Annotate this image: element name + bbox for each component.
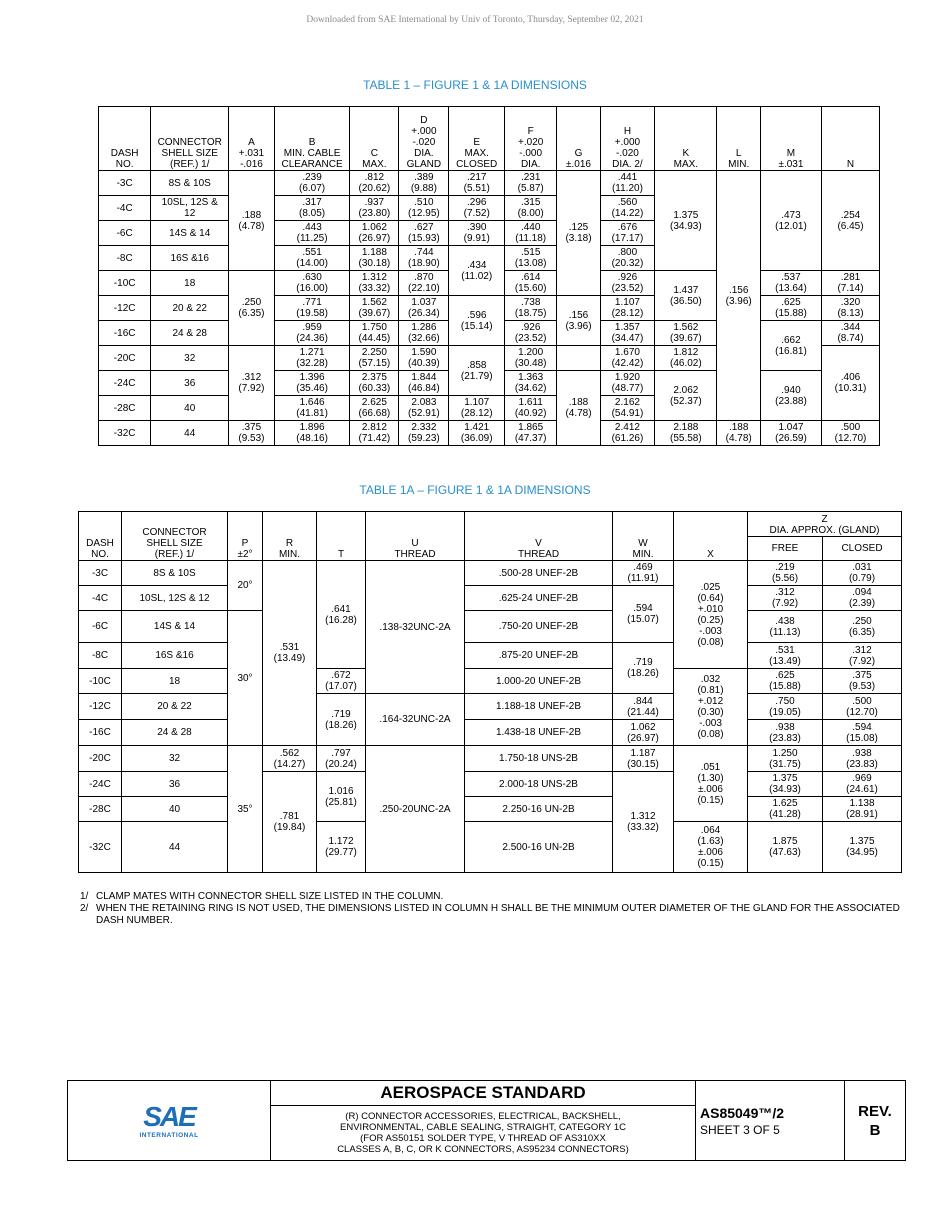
footnote-number: 2/: [80, 903, 89, 914]
z-closed-cell: .250 (6.35): [823, 611, 902, 643]
z-closed-cell: .938 (23.83): [823, 746, 902, 772]
f-cell: 1.200 (30.48): [505, 346, 557, 371]
k-cell: 1.562 (39.67): [655, 321, 717, 346]
dash-cell: -28C: [79, 797, 122, 822]
m-cell: .473 (12.01): [760, 171, 821, 271]
table-row: [99, 421, 880, 446]
c-cell: 2.250 (57.15): [350, 346, 399, 371]
b-cell: 1.896 (48.16): [274, 421, 350, 446]
k-cell: 2.188 (55.58): [655, 421, 717, 446]
h-cell: 1.107 (28.12): [600, 296, 655, 321]
t1-header-g: G ±.016: [557, 107, 600, 171]
t2-header-x: X: [674, 512, 748, 561]
m-cell: .537 (13.64): [760, 271, 821, 296]
table-row: [79, 611, 902, 643]
f-cell: .515 (13.08): [505, 246, 557, 271]
h-cell: 1.357 (34.47): [600, 321, 655, 346]
t1-header-k: K MAX.: [655, 107, 717, 171]
dash-cell: -12C: [99, 296, 151, 321]
h-cell: 2.162 (54.91): [600, 396, 655, 421]
table-row: [79, 772, 902, 797]
p-cell: 20°: [228, 561, 263, 611]
shell-cell: 14S & 14: [122, 611, 228, 643]
t-cell: 1.172 (29.77): [317, 822, 366, 873]
d-cell: 1.286 (32.66): [399, 321, 449, 346]
footnote: [80, 891, 900, 903]
footnotes: [80, 891, 900, 927]
n-cell: .344 (8.74): [822, 321, 880, 346]
h-cell: .676 (17.17): [600, 221, 655, 246]
t2-header-p: P ±2°: [228, 512, 263, 561]
standard-title: AEROSPACE STANDARD: [271, 1081, 696, 1106]
z-closed-cell: .500 (12.70): [823, 694, 902, 720]
m-cell: 1.047 (26.59): [760, 421, 821, 446]
e-cell: .217 (5.51): [449, 171, 505, 196]
z-free-cell: .625 (15.88): [748, 669, 823, 694]
document-number: AS85049™/2: [700, 1104, 785, 1121]
footnote: [80, 903, 900, 927]
c-cell: .812 (20.62): [350, 171, 399, 196]
h-cell: .800 (20.32): [600, 246, 655, 271]
dash-cell: -20C: [79, 746, 122, 772]
c-cell: 1.188 (30.18): [350, 246, 399, 271]
t2-header-v: V THREAD: [465, 512, 613, 561]
n-cell: .281 (7.14): [822, 271, 880, 296]
z-closed-cell: 1.138 (28.91): [823, 797, 902, 822]
p-cell: 35°: [228, 746, 263, 873]
dash-cell: -3C: [99, 171, 151, 196]
n-cell: .320 (8.13): [822, 296, 880, 321]
k-cell: 1.375 (34.93): [655, 171, 717, 271]
d-cell: .870 (22.10): [399, 271, 449, 296]
x-cell: .051 (1.30) ±.006 (0.15): [674, 746, 748, 822]
w-cell: 1.187 (30.15): [613, 746, 674, 772]
shell-cell: 40: [122, 797, 228, 822]
dash-cell: -32C: [99, 421, 151, 446]
shell-cell: 24 & 28: [151, 321, 229, 346]
shell-cell: 40: [151, 396, 229, 421]
v-cell: .625-24 UNEF-2B: [465, 586, 613, 611]
f-cell: .440 (11.18): [505, 221, 557, 246]
table-row: [99, 171, 880, 196]
table-row: [79, 822, 902, 873]
d-cell: 1.844 (46.84): [399, 371, 449, 396]
f-cell: .231 (5.87): [505, 171, 557, 196]
table-row: [79, 669, 902, 694]
revision: REV. B: [845, 1081, 906, 1161]
z-closed-cell: .594 (15.08): [823, 720, 902, 746]
h-cell: 1.920 (48.77): [600, 371, 655, 396]
w-cell: .469 (11.91): [613, 561, 674, 586]
f-cell: .738 (18.75): [505, 296, 557, 321]
t1-header-dash: DASH NO.: [99, 107, 151, 171]
dash-cell: -16C: [99, 321, 151, 346]
b-cell: 1.396 (35.46): [274, 371, 350, 396]
shell-cell: 8S & 10S: [122, 561, 228, 586]
h-cell: .441 (11.20): [600, 171, 655, 196]
c-cell: 1.562 (39.67): [350, 296, 399, 321]
t1-header-a: A +.031 -.016: [229, 107, 275, 171]
shell-cell: 18: [122, 669, 228, 694]
c-cell: 1.062 (26.97): [350, 221, 399, 246]
v-cell: 2.500-16 UN-2B: [465, 822, 613, 873]
dash-cell: -3C: [79, 561, 122, 586]
table1-title: TABLE 1 – FIGURE 1 & 1A DIMENSIONS: [363, 78, 587, 92]
z-free-cell: .312 (7.92): [748, 586, 823, 611]
z-closed-cell: 1.375 (34.95): [823, 822, 902, 873]
t-cell: 1.016 (25.81): [317, 772, 366, 822]
t-cell: .672 (17.07): [317, 669, 366, 694]
table1a-dimensions: [78, 511, 902, 873]
b-cell: .959 (24.36): [274, 321, 350, 346]
d-cell: .389 (9.88): [399, 171, 449, 196]
shell-cell: 8S & 10S: [151, 171, 229, 196]
shell-cell: 16S &16: [122, 643, 228, 669]
shell-cell: 32: [151, 346, 229, 371]
c-cell: 2.625 (66.68): [350, 396, 399, 421]
b-cell: .551 (14.00): [274, 246, 350, 271]
table2-title: TABLE 1A – FIGURE 1 & 1A DIMENSIONS: [359, 483, 591, 497]
b-cell: 1.271 (32.28): [274, 346, 350, 371]
t2-header-z-closed: CLOSED: [823, 537, 902, 561]
g-cell: .125 (3.18): [557, 171, 600, 296]
dash-cell: -16C: [79, 720, 122, 746]
r-cell: .781 (19.84): [263, 772, 317, 873]
f-cell: .926 (23.52): [505, 321, 557, 346]
e-cell: .390 (9.91): [449, 221, 505, 246]
a-cell: .188 (4.78): [229, 171, 275, 271]
v-cell: .500-28 UNEF-2B: [465, 561, 613, 586]
g-blank-cell: [557, 346, 600, 371]
h-cell: 2.412 (61.26): [600, 421, 655, 446]
download-notice: Downloaded from SAE International by Univ of Toronto, Thursday, September 02, 2021: [306, 15, 644, 25]
b-cell: .443 (11.25): [274, 221, 350, 246]
z-closed-cell: .375 (9.53): [823, 669, 902, 694]
t1-header-h: H +.000 -.020 DIA. 2/: [600, 107, 655, 171]
shell-cell: 32: [122, 746, 228, 772]
n-cell: .406 (10.31): [822, 346, 880, 421]
footnote-number: 1/: [80, 891, 89, 902]
w-cell: .844 (21.44): [613, 694, 674, 720]
v-cell: 1.000-20 UNEF-2B: [465, 669, 613, 694]
n-cell: .254 (6.45): [822, 171, 880, 271]
dash-cell: -32C: [79, 822, 122, 873]
a-cell: .250 (6.35): [229, 271, 275, 346]
w-cell: 1.062 (26.97): [613, 720, 674, 746]
x-cell: .032 (0.81) +.012 (0.30) -.003 (0.08): [674, 669, 748, 746]
k-cell: 1.812 (46.02): [655, 346, 717, 371]
p-cell: 30°: [228, 611, 263, 746]
t1-header-m: M ±.031: [760, 107, 821, 171]
z-closed-cell: .031 (0.79): [823, 561, 902, 586]
z-closed-cell: .312 (7.92): [823, 643, 902, 669]
u-cell: .250-20UNC-2A: [366, 746, 465, 873]
d-cell: 2.083 (52.91): [399, 396, 449, 421]
f-cell: .614 (15.60): [505, 271, 557, 296]
v-cell: 1.188-18 UNEF-2B: [465, 694, 613, 720]
d-cell: .627 (15.93): [399, 221, 449, 246]
table-row: [79, 797, 902, 822]
b-cell: 1.646 (41.81): [274, 396, 350, 421]
table-row: [79, 746, 902, 772]
shell-cell: 20 & 22: [122, 694, 228, 720]
document-number-block: [696, 1081, 845, 1161]
dash-cell: -10C: [99, 271, 151, 296]
f-cell: 1.363 (34.62): [505, 371, 557, 396]
l-cell: .156 (3.96): [717, 171, 760, 421]
table-row: [79, 694, 902, 720]
b-cell: .317 (8.05): [274, 196, 350, 221]
z-free-cell: .219 (5.56): [748, 561, 823, 586]
v-cell: 1.750-18 UNS-2B: [465, 746, 613, 772]
u-cell: .164-32UNC-2A: [366, 694, 465, 746]
t1-header-d: D +.000 -.020 DIA. GLAND: [399, 107, 449, 171]
e-cell: .434 (11.02): [449, 246, 505, 296]
table-row: [79, 720, 902, 746]
dash-cell: -20C: [99, 346, 151, 371]
t1-header-c: C MAX.: [350, 107, 399, 171]
t2-header-shell: CONNECTOR SHELL SIZE (REF.) 1/: [122, 512, 228, 561]
shell-cell: 20 & 22: [151, 296, 229, 321]
t2-header-dash: DASH NO.: [79, 512, 122, 561]
d-cell: 2.332 (59.23): [399, 421, 449, 446]
sae-logo-mark: SAE: [143, 1100, 195, 1132]
standard-description: (R) CONNECTOR ACCESSORIES, ELECTRICAL, BACKSHELL, ENVIRONMENTAL, CABLE SEALING, STRAIGHT, CATEGORY 1C (FOR AS50151 SOLDER TYPE, V THREAD OF AS310XX CLASSES A, B, C, OR K CONNECTORS, AS95234 CONNECTORS): [271, 1106, 696, 1161]
shell-cell: 36: [122, 772, 228, 797]
dash-cell: -28C: [99, 396, 151, 421]
t1-header-n: N: [822, 107, 880, 171]
t2-header-u: U THREAD: [366, 512, 465, 561]
t2-header-z-free: FREE: [748, 537, 823, 561]
z-free-cell: .938 (23.83): [748, 720, 823, 746]
footnote-text: WHEN THE RETAINING RING IS NOT USED, THE DIMENSIONS LISTED IN COLUMN H SHALL BE THE MINIMUM OUTER DIAMETER OF THE GLAND FOR THE ASSOCIATED DASH NUMBER.: [96, 903, 900, 926]
dash-cell: -4C: [79, 586, 122, 611]
dash-cell: -10C: [79, 669, 122, 694]
z-free-cell: .438 (11.13): [748, 611, 823, 643]
e-cell: 1.107 (28.12): [449, 396, 505, 421]
t2-header-w: W MIN.: [613, 512, 674, 561]
r-cell: .562 (14.27): [263, 746, 317, 772]
table-row: [79, 643, 902, 669]
g-cell: .156 (3.96): [557, 296, 600, 346]
shell-cell: 24 & 28: [122, 720, 228, 746]
shell-cell: 44: [122, 822, 228, 873]
sae-logo-subtext: INTERNATIONAL: [139, 1131, 199, 1139]
table-row: [79, 561, 902, 586]
v-cell: .875-20 UNEF-2B: [465, 643, 613, 669]
sheet-number: SHEET 3 OF 5: [700, 1122, 780, 1137]
w-cell: .594 (15.07): [613, 586, 674, 643]
b-cell: .239 (6.07): [274, 171, 350, 196]
u-cell: .138-32UNC-2A: [366, 561, 465, 694]
c-cell: .937 (23.80): [350, 196, 399, 221]
shell-cell: 36: [151, 371, 229, 396]
c-cell: 1.312 (33.32): [350, 271, 399, 296]
v-cell: .750-20 UNEF-2B: [465, 611, 613, 643]
k-cell: 2.062 (52.37): [655, 371, 717, 421]
title-block: [67, 1080, 906, 1161]
footnote-text: CLAMP MATES WITH CONNECTOR SHELL SIZE LISTED IN THE COLUMN.: [96, 891, 444, 902]
v-cell: 2.000-18 UNS-2B: [465, 772, 613, 797]
table1-dimensions: [98, 106, 880, 446]
z-free-cell: .750 (19.05): [748, 694, 823, 720]
t2-header-t: T: [317, 512, 366, 561]
z-free-cell: 1.875 (47.63): [748, 822, 823, 873]
t1-header-b: B MIN. CABLE CLEARANCE: [274, 107, 350, 171]
t1-header-e: E MAX. CLOSED: [449, 107, 505, 171]
shell-cell: 44: [151, 421, 229, 446]
h-cell: .926 (23.52): [600, 271, 655, 296]
t-cell: .719 (18.26): [317, 694, 366, 746]
dash-cell: -24C: [79, 772, 122, 797]
r-cell: .531 (13.49): [263, 561, 317, 746]
m-cell: .940 (23.88): [760, 371, 821, 421]
x-cell: .064 (1.63) ±.006 (0.15): [674, 822, 748, 873]
c-cell: 2.812 (71.42): [350, 421, 399, 446]
v-cell: 1.438-18 UNEF-2B: [465, 720, 613, 746]
table1-header-row: [99, 107, 880, 171]
shell-cell: 18: [151, 271, 229, 296]
dash-cell: -8C: [79, 643, 122, 669]
b-cell: .630 (16.00): [274, 271, 350, 296]
d-cell: .510 (12.95): [399, 196, 449, 221]
e-cell: .596 (15.14): [449, 296, 505, 346]
t1-header-shell: CONNECTOR SHELL SIZE (REF.) 1/: [151, 107, 229, 171]
dash-cell: -6C: [99, 221, 151, 246]
a-cell: .375 (9.53): [229, 421, 275, 446]
t2-header-z: Z DIA. APPROX. (GLAND): [748, 512, 902, 537]
dash-cell: -24C: [99, 371, 151, 396]
m-cell: .662 (16.81): [760, 321, 821, 371]
d-cell: 1.037 (26.34): [399, 296, 449, 321]
z-closed-cell: .094 (2.39): [823, 586, 902, 611]
x-cell: .025 (0.64) +.010 (0.25) -.003 (0.08): [674, 561, 748, 669]
z-free-cell: 1.375 (34.93): [748, 772, 823, 797]
t1-header-l: L MIN.: [717, 107, 760, 171]
z-closed-cell: .969 (24.61): [823, 772, 902, 797]
n-cell: .500 (12.70): [822, 421, 880, 446]
t1-header-f: F +.020 -.000 DIA.: [505, 107, 557, 171]
m-cell: .625 (15.88): [760, 296, 821, 321]
k-cell: 1.437 (36.50): [655, 271, 717, 321]
w-cell: .719 (18.26): [613, 643, 674, 694]
f-cell: 1.611 (40.92): [505, 396, 557, 421]
shell-cell: 16S &16: [151, 246, 229, 271]
f-cell: 1.865 (47.37): [505, 421, 557, 446]
z-free-cell: .531 (13.49): [748, 643, 823, 669]
dash-cell: -8C: [99, 246, 151, 271]
dash-cell: -6C: [79, 611, 122, 643]
shell-cell: 10SL, 12S & 12: [122, 586, 228, 611]
l-cell: .188 (4.78): [717, 421, 760, 446]
shell-cell: 14S & 14: [151, 221, 229, 246]
t-cell: .641 (16.28): [317, 561, 366, 669]
z-free-cell: 1.625 (41.28): [748, 797, 823, 822]
a-cell: .312 (7.92): [229, 346, 275, 421]
z-free-cell: 1.250 (31.75): [748, 746, 823, 772]
e-cell: 1.421 (36.09): [449, 421, 505, 446]
t-cell: .797 (20.24): [317, 746, 366, 772]
f-cell: .315 (8.00): [505, 196, 557, 221]
g-cell: .188 (4.78): [557, 371, 600, 446]
table2-header-row: [79, 512, 902, 537]
w-cell: 1.312 (33.32): [613, 772, 674, 873]
e-cell: .296 (7.52): [449, 196, 505, 221]
v-cell: 2.250-16 UN-2B: [465, 797, 613, 822]
shell-cell: 10SL, 12S & 12: [151, 196, 229, 221]
e-cell: .858 (21.79): [449, 346, 505, 396]
d-cell: .744 (18.90): [399, 246, 449, 271]
table-row: [79, 586, 902, 611]
dash-cell: -12C: [79, 694, 122, 720]
b-cell: .771 (19.58): [274, 296, 350, 321]
dash-cell: -4C: [99, 196, 151, 221]
h-cell: 1.670 (42.42): [600, 346, 655, 371]
c-cell: 1.750 (44.45): [350, 321, 399, 346]
c-cell: 2.375 (60.33): [350, 371, 399, 396]
t2-header-r: R MIN.: [263, 512, 317, 561]
sae-logo: [68, 1081, 271, 1161]
table-row: [99, 296, 880, 321]
h-cell: .560 (14.22): [600, 196, 655, 221]
d-cell: 1.590 (40.39): [399, 346, 449, 371]
